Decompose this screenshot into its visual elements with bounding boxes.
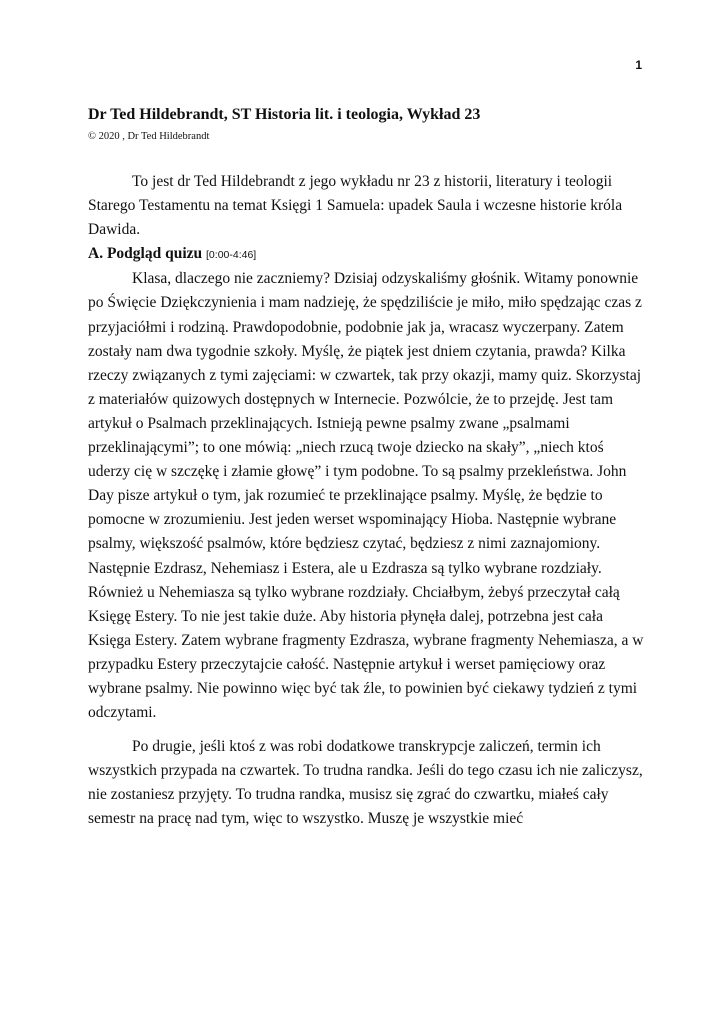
- page-number: 1: [635, 58, 642, 72]
- body-paragraph: Po drugie, jeśli ktoś z was robi dodatkowe transkrypcje zaliczeń, termin ich wszystkich przypada na czwartek. To trudna randka. Jeśli do tego czasu ich nie zaliczysz, nie zostaniesz przyjęty. To trudna randka, musisz się zgrać do czwartku, miałeś cały semestr na pracę nad tym, więc to wszystko. Muszę je wszystkie mieć: [88, 738, 643, 828]
- document-body: [88, 104, 648, 832]
- intro-paragraph: To jest dr Ted Hildebrandt z jego wykładu nr 23 z historii, literatury i teologii Starego Testamentu na temat Księgi 1 Samuela: upadek Saula i wczesne historie króla Dawida.: [88, 173, 623, 239]
- section-heading-title: A. Podgląd quizu: [88, 245, 203, 263]
- section-heading-timestamp: [0:00-4:46]: [206, 249, 257, 262]
- body-paragraph: Klasa, dlaczego nie zaczniemy? Dzisiaj odzyskaliśmy głośnik. Witamy ponownie po Święcie Dziękczynienia i mam nadzieję, że spędziliście je miło, miło spędzając czas z przyjaciółmi i rodziną. Prawdopodobnie, podobnie jak ja, wracasz wyczerpany. Zatem zostały nam dwa tygodnie szkoły. Myślę, że piątek jest dniem czytania, prawda? Kilka rzeczy związanych z tymi zajęciami: w czwartek, tak przy okazji, mamy quiz. Skorzystaj z materiałów quizowych dostępnych w Internecie. Pozwólcie, że to przejdę. Jest tam artykuł o Psalmach przeklinających. Istnieją pewne psalmy zwane „psalmami przeklinającymi”; to one mówią: „niech rzucą twoje dziecko na skały”, „niech ktoś uderzy cię w szczękę i złamie głowę” i tym podobne. To są psalmy przekleństwa. John Day pisze artykuł o tym, jak rozumieć te przeklinające psalmy. Myślę, że będzie to pomocne w zrozumieniu. Jest jeden werset wspominający Hioba. Następnie wybrane psalmy, większość psalmów, które będziesz czytać, będziesz z nimi zaznajomiony. Następnie Ezdrasz, Nehemiasz i Estera, ale u Ezdrasza są tylko wybrane rozdziały. Również u Nehemiasza są tylko wybrane rozdziały. Chciałbym, żebyś przeczytał całą Księgę Estery. To nie jest takie duże. Aby historia płynęła dalej, potrzebna jest cała Księga Estery. Zatem wybrane fragmenty Ezdrasza, wybrane fragmenty Nehemiasza, a w przypadku Estery przeczytajcie całość. Następnie artykuł i werset pamięciowy oraz wybrane psalmy. Nie powinno więc być tak źle, to powinien być ciekawy tydzień z tymi odczytami.: [88, 270, 644, 722]
- copyright-line: © 2020 , Dr Ted Hildebrandt: [88, 131, 210, 142]
- document-title: Dr Ted Hildebrandt, ST Historia lit. i teologia, Wykład 23: [88, 106, 481, 123]
- section-heading: [88, 242, 648, 267]
